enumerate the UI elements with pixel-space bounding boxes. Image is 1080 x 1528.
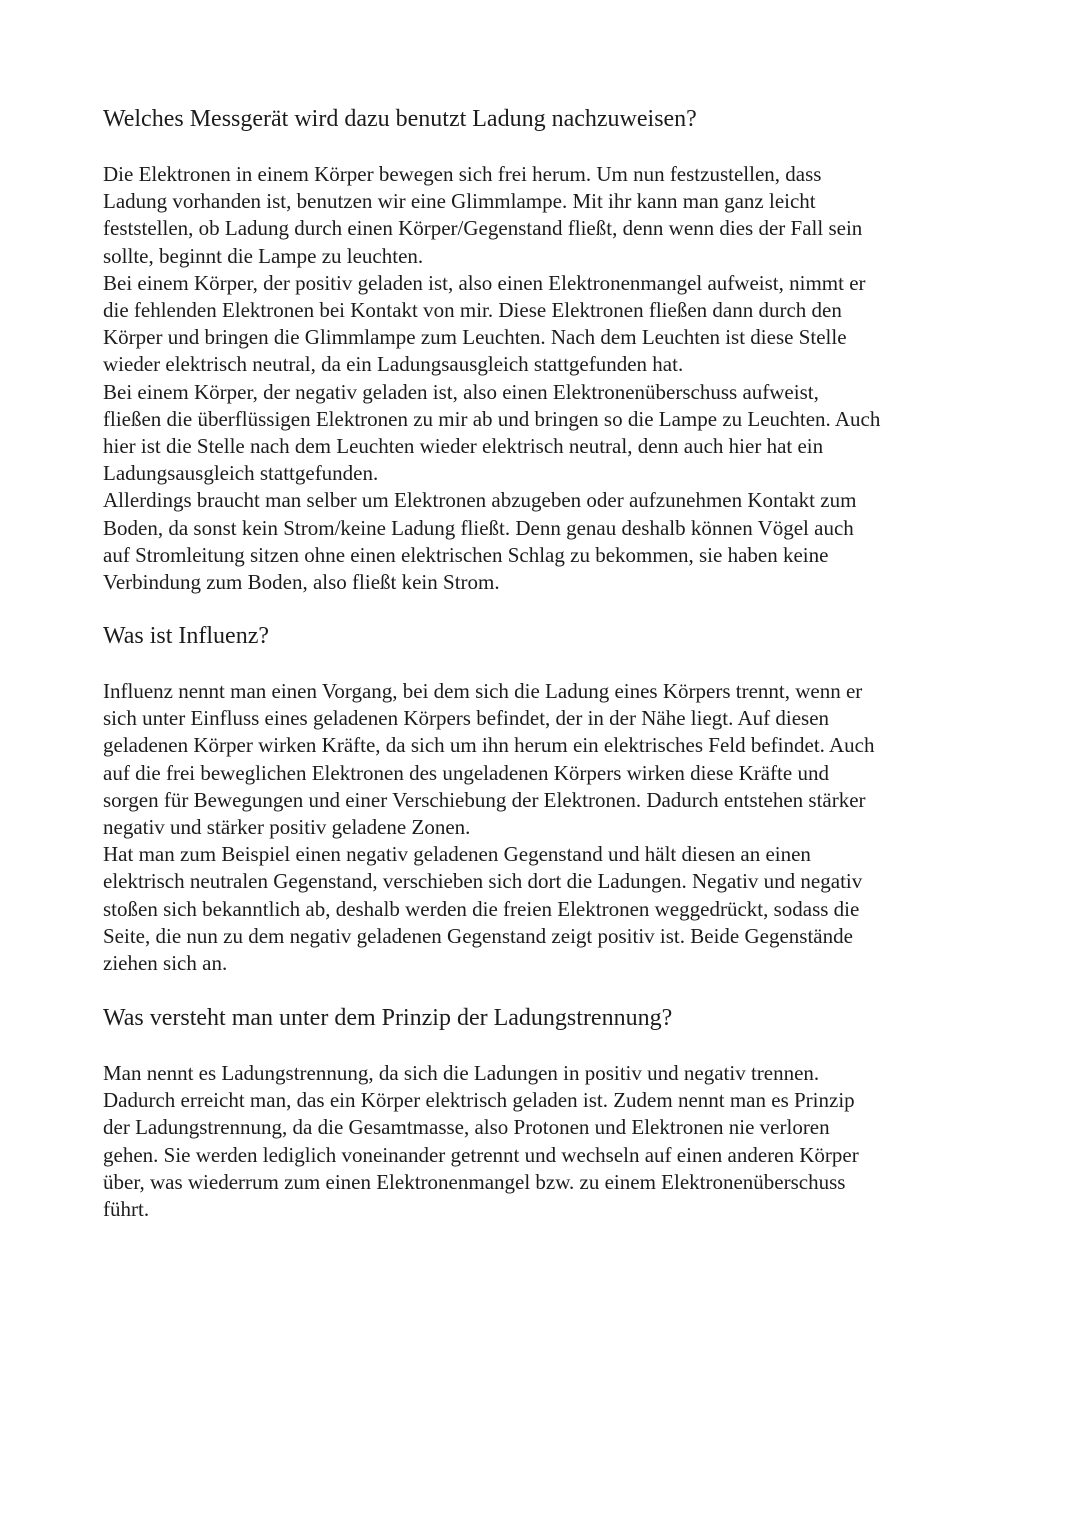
- text-line: geladenen Körper wirken Kräfte, da sich um ihn herum ein elektrisches Feld befindet. Auch: [103, 733, 875, 758]
- text-line: ziehen sich an.: [103, 951, 228, 976]
- text-line: sich unter Einfluss eines geladenen Körpers befindet, der in der Nähe liegt. Auf diesen: [103, 706, 830, 731]
- text-line: Bei einem Körper, der negativ geladen ist, also einen Elektronenüberschuss aufweist,: [103, 379, 819, 404]
- section-heading: Was versteht man unter dem Prinzip der Ladungstrennung?: [103, 1005, 673, 1031]
- text-line: der Ladungstrennung, da die Gesamtmasse, also Protonen und Elektronen nie verloren: [103, 1115, 830, 1140]
- text-line: elektrisch neutralen Gegenstand, verschieben sich dort die Ladungen. Negativ und negativ: [103, 869, 863, 894]
- text-line: hier ist die Stelle nach dem Leuchten wieder elektrisch neutral, denn auch hier hat ein: [103, 434, 824, 459]
- text-line: Ladung vorhanden ist, benutzen wir eine Glimmlampe. Mit ihr kann man ganz leicht: [103, 189, 816, 214]
- text-line: gehen. Sie werden lediglich voneinander getrennt und wechseln auf einen anderen Körper: [103, 1142, 859, 1167]
- text-line: Man nennt es Ladungstrennung, da sich die Ladungen in positiv und negativ trennen.: [103, 1061, 820, 1085]
- text-line: Boden, da sonst kein Strom/keine Ladung fließt. Denn genau deshalb können Vögel auch: [103, 515, 854, 540]
- text-line: Dadurch erreicht man, das ein Körper elektrisch geladen ist. Zudem nennt man es Prinzip: [103, 1088, 855, 1113]
- text-line: feststellen, ob Ladung durch einen Körper/Gegenstand fließt, denn wenn dies der Fall sein: [103, 216, 863, 241]
- section-paragraph: [103, 161, 1003, 596]
- text-line: sorgen für Bewegungen und einer Verschiebung der Elektronen. Dadurch entstehen stärker: [103, 787, 866, 812]
- text-line: Verbindung zum Boden, also fließt kein Strom.: [103, 570, 500, 595]
- text-line: Die Elektronen in einem Körper bewegen sich frei herum. Um nun festzustellen, dass: [103, 162, 822, 186]
- section-heading: Welches Messgerät wird dazu benutzt Ladung nachzuweisen?: [103, 106, 697, 132]
- text-line: Hat man zum Beispiel einen negativ geladenen Gegenstand und hält diesen an einen: [103, 842, 811, 867]
- text-line: Allerdings braucht man selber um Elektronen abzugeben oder aufzunehmen Kontakt zum: [103, 488, 857, 513]
- text-line: Influenz nennt man einen Vorgang, bei dem sich die Ladung eines Körpers trennt, wenn er: [103, 679, 863, 703]
- text-line: die fehlenden Elektronen bei Kontakt von mir. Diese Elektronen fließen dann durch den: [103, 298, 842, 323]
- text-line: führt.: [103, 1197, 150, 1222]
- section-paragraph: [103, 1060, 1003, 1223]
- text-line: fließen die überflüssigen Elektronen zu mir ab und bringen so die Lampe zu Leuchten. Auch: [103, 406, 881, 431]
- text-line: negativ und stärker positiv geladene Zonen.: [103, 815, 471, 840]
- text-line: auf Stromleitung sitzen ohne einen elektrischen Schlag zu bekommen, sie haben keine: [103, 542, 829, 567]
- section-heading: Was ist Influenz?: [103, 623, 270, 649]
- text-line: Seite, die nun zu dem negativ geladenen Gegenstand zeigt positiv ist. Beide Gegenstände: [103, 923, 853, 948]
- text-line: Bei einem Körper, der positiv geladen ist, also einen Elektronenmangel aufweist, nimmt er: [103, 270, 866, 295]
- text-line: Ladungsausgleich stattgefunden.: [103, 461, 379, 486]
- text-line: wieder elektrisch neutral, da ein Ladungsausgleich stattgefunden hat.: [103, 352, 684, 377]
- text-line: über, was wiederrum zum einen Elektronenmangel bzw. zu einem Elektronenüberschuss: [103, 1169, 846, 1194]
- text-line: stoßen sich bekanntlich ab, deshalb werden die freien Elektronen weggedrückt, sodass die: [103, 896, 860, 921]
- text-line: Körper und bringen die Glimmlampe zum Leuchten. Nach dem Leuchten ist diese Stelle: [103, 325, 847, 350]
- text-line: auf die frei beweglichen Elektronen des ungeladenen Körpers wirken diese Kräfte und: [103, 760, 829, 785]
- text-line: sollte, beginnt die Lampe zu leuchten.: [103, 243, 424, 268]
- section-paragraph: [103, 678, 1003, 977]
